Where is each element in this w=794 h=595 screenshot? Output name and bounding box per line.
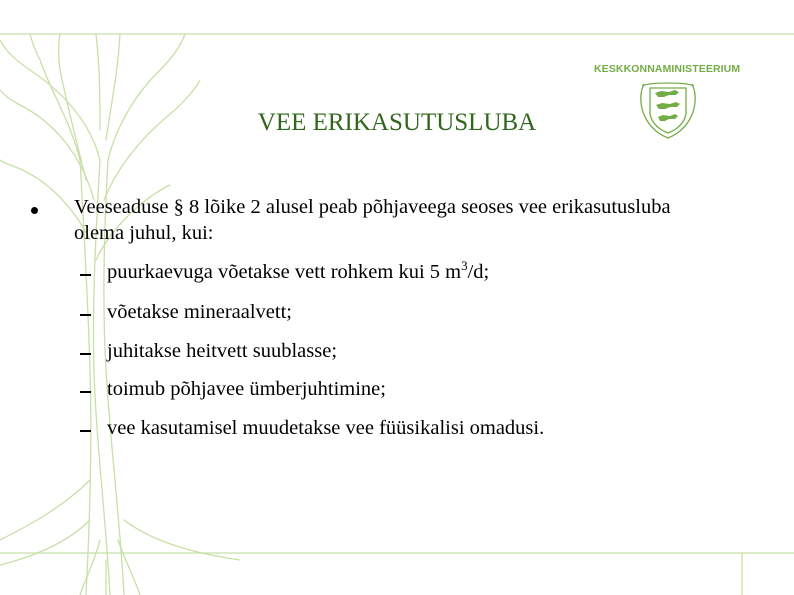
main-bullet-text: Veeseaduse § 8 lõike 2 alusel peab põhjaveega seoses vee erikasutusluba olema juhul, kui: [74, 196, 671, 244]
dash-bullet-icon [80, 391, 91, 393]
list-item [80, 338, 730, 364]
slide-title: VEE ERIKASUTUSLUBA [257, 109, 537, 136]
dash-bullet-icon [80, 274, 91, 276]
sub-bullet-text: vee kasutamisel muudetakse vee füüsikalisi omadusi. [107, 417, 545, 439]
sub-bullet-text: juhitakse heitvett suublasse; [107, 340, 338, 362]
list-item [80, 299, 730, 325]
sub-bullet-main: puurkaevuga võetakse vett rohkem kui 5 m [107, 261, 462, 283]
dash-bullet-icon [80, 314, 91, 316]
dash-bullet-icon [80, 430, 91, 432]
list-item [80, 415, 730, 441]
superscript: 3 [461, 258, 468, 273]
dash-bullet-icon [80, 353, 91, 355]
sub-bullet-text: võetakse mineraalvett; [107, 301, 292, 323]
sub-bullet-text: toimub põhjavee ümberjuhtimine; [107, 378, 386, 400]
ministry-name: KESKKONNAMINISTEERIUM [594, 63, 741, 75]
sub-bullet-suffix: /d; [467, 261, 490, 283]
sub-bullet-text [107, 259, 489, 287]
list-item [80, 376, 730, 402]
list-item [80, 259, 730, 285]
